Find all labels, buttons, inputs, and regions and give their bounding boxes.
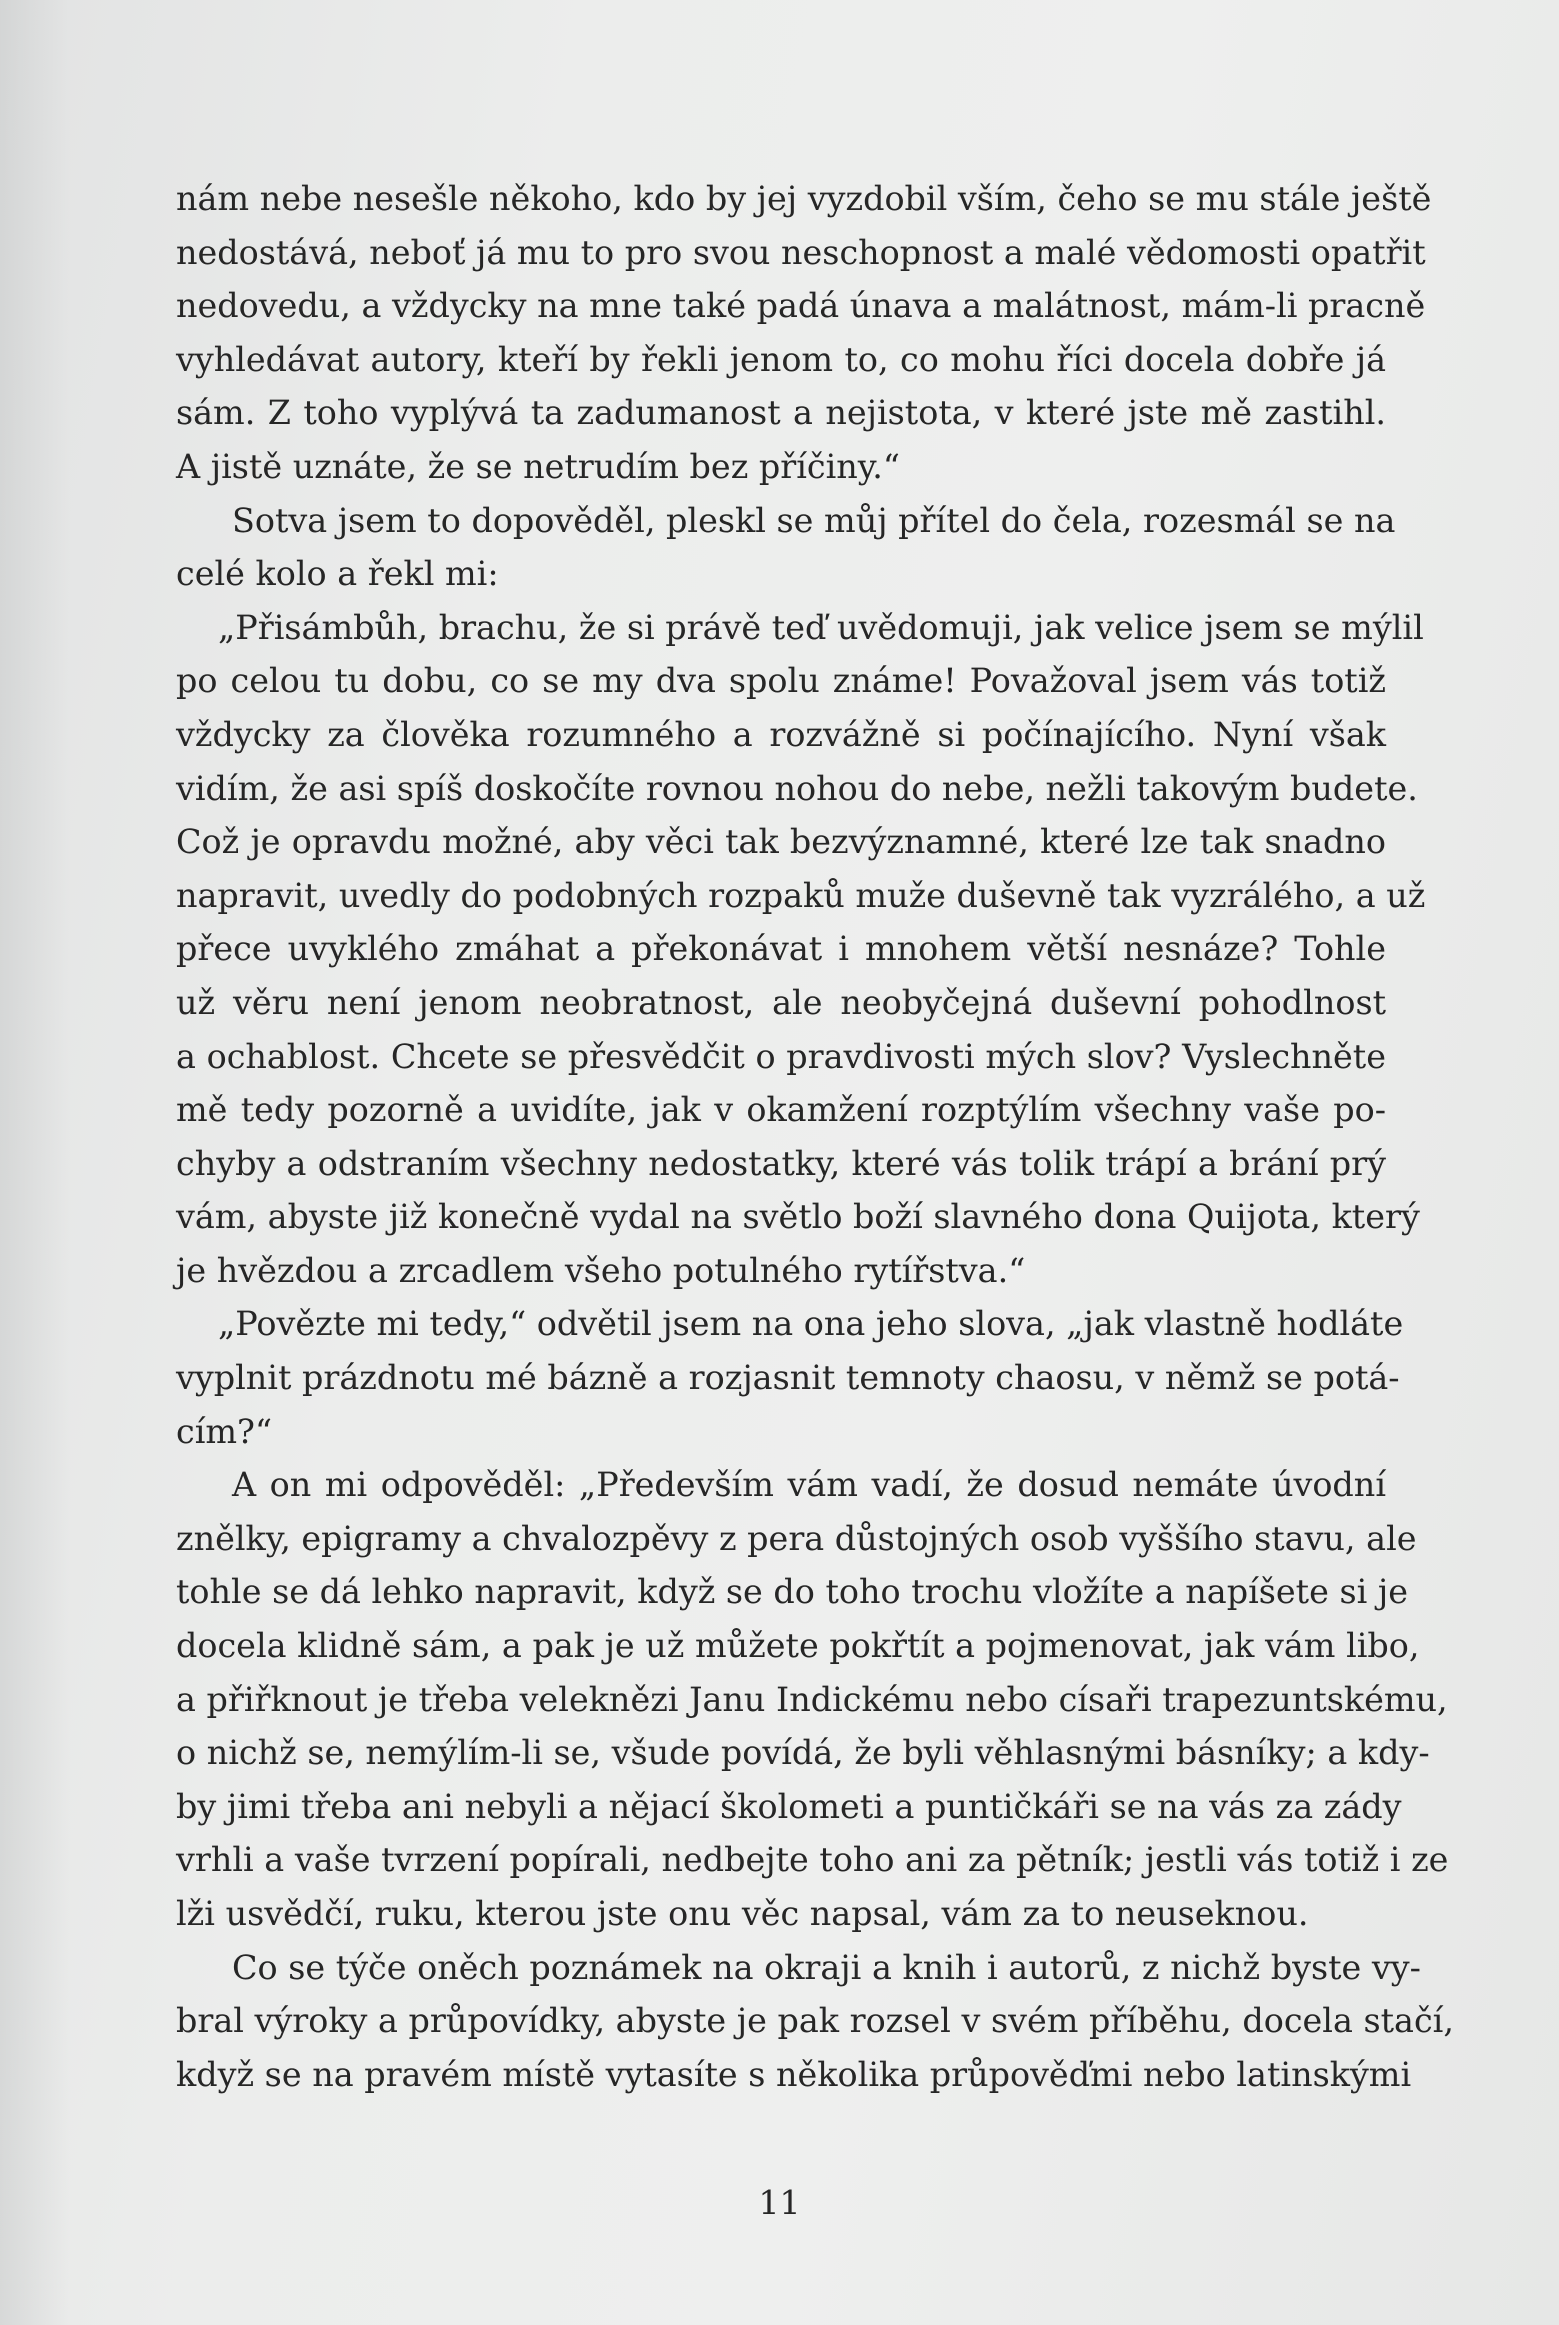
text-line: napravit, uvedly do podobných rozpaků muže duševně tak vyzrálého, a už — [176, 875, 1426, 915]
text-line: vrhli a vaše tvrzení popírali, nedbejte toho ani za pětník; jestli vás totiž i ze — [176, 1840, 1449, 1880]
text-line: celé kolo a řekl mi: — [176, 554, 499, 594]
text-line: lži usvědčí, ruku, kterou jste onu věc napsal, vám za to neuseknou. — [176, 1894, 1309, 1933]
text-line: nedovedu, a vždycky na mne také padá únava a malátnost, mám-li pracně — [176, 286, 1426, 326]
text-line: nám nebe nesešle někoho, kdo by jej vyzdobil vším, čeho se mu stále ještě — [176, 179, 1432, 218]
body-text — [176, 172, 1454, 2101]
text-line: je hvězdou a zrcadlem všeho potulného rytířstva.“ — [176, 1250, 1026, 1290]
text-line: vám, abyste již konečně vydal na světlo boží slavného dona Quijota, který — [176, 1197, 1420, 1237]
text-line: A on mi odpověděl: „Především vám vadí, že dosud nemáte úvodní — [232, 1465, 1386, 1505]
text-line: tohle se dá lehko napravit, když se do toho trochu vložíte a napíšete si je — [176, 1572, 1408, 1612]
text-line: Což je opravdu možné, aby věci tak bezvýznamné, které lze tak snadno — [176, 822, 1386, 862]
text-line: po celou tu dobu, co se my dva spolu známe! Považoval jsem vás totiž — [176, 661, 1386, 701]
text-line: mě tedy pozorně a uvidíte, jak v okamžení rozptýlím všechny vaše po- — [176, 1090, 1386, 1130]
text-line: cím?“ — [176, 1411, 273, 1451]
text-line: vyplnit prázdnotu mé bázně a rozjasnit temnoty chaosu, v němž se potá- — [176, 1358, 1400, 1398]
page-gutter-shadow — [0, 0, 70, 2325]
text-line: docela klidně sám, a pak je už můžete pokřtít a pojmenovat, jak vám libo, — [176, 1626, 1420, 1666]
text-line: vyhledávat autory, kteří by řekli jenom to, co mohu říci docela dobře já — [176, 339, 1386, 379]
text-line: vidím, že asi spíš doskočíte rovnou nohou do nebe, nežli takovým budete. — [176, 768, 1418, 808]
text-line: nedostává, neboť já mu to pro svou neschopnost a malé vědomosti opatřit — [176, 232, 1426, 272]
page-number: 11 — [758, 2183, 801, 2222]
text-line: když se na pravém místě vytasíte s několika průpověďmi nebo latinskými — [176, 2054, 1412, 2094]
text-line: chyby a odstraním všechny nedostatky, které vás tolik trápí a brání prý — [176, 1143, 1386, 1183]
text-line: bral výroky a průpovídky, abyste je pak rozsel v svém příběhu, docela stačí, — [176, 2001, 1454, 2041]
text-line: a ochablost. Chcete se přesvědčit o pravdivosti mých slov? Vyslechněte — [176, 1036, 1386, 1076]
text-line: o nichž se, nemýlím-li se, všude povídá, že byli věhlasnými básníky; a kdy- — [176, 1733, 1430, 1773]
text-line: už věru není jenom neobratnost, ale neobyčejná duševní pohodlnost — [176, 982, 1386, 1022]
text-line: Co se týče oněch poznámek na okraji a knih i autorů, z nichž byste vy- — [232, 1947, 1421, 1987]
text-line: a přiřknout je třeba veleknězi Janu Indickému nebo císaři trapezuntskému, — [176, 1679, 1448, 1719]
text-line: Sotva jsem to dopověděl, pleskl se můj přítel do čela, rozesmál se na — [232, 500, 1396, 540]
text-line: A jistě uznáte, že se netrudím bez příčiny.“ — [176, 446, 900, 486]
text-line: přece uvyklého zmáhat a překonávat i mnohem větší nesnáze? Tohle — [176, 929, 1386, 969]
text-line: by jimi třeba ani nebyli a nějací školometi a puntičkáři se na vás za zády — [176, 1786, 1402, 1826]
text-line: sám. Z toho vyplývá ta zadumanost a nejistota, v které jste mě zastihl. — [176, 393, 1386, 433]
text-line: vždycky za člověka rozumného a rozvážně si počínajícího. Nyní však — [176, 714, 1386, 754]
text-line: „Přisámbůh, brachu, že si právě teď uvědomuji, jak velice jsem se mýlil — [218, 607, 1424, 647]
text-line: „Povězte mi tedy,“ odvětil jsem na ona jeho slova, „jak vlastně hodláte — [218, 1304, 1404, 1344]
text-line: znělky, epigramy a chvalozpěvy z pera důstojných osob vyššího stavu, ale — [176, 1518, 1417, 1558]
